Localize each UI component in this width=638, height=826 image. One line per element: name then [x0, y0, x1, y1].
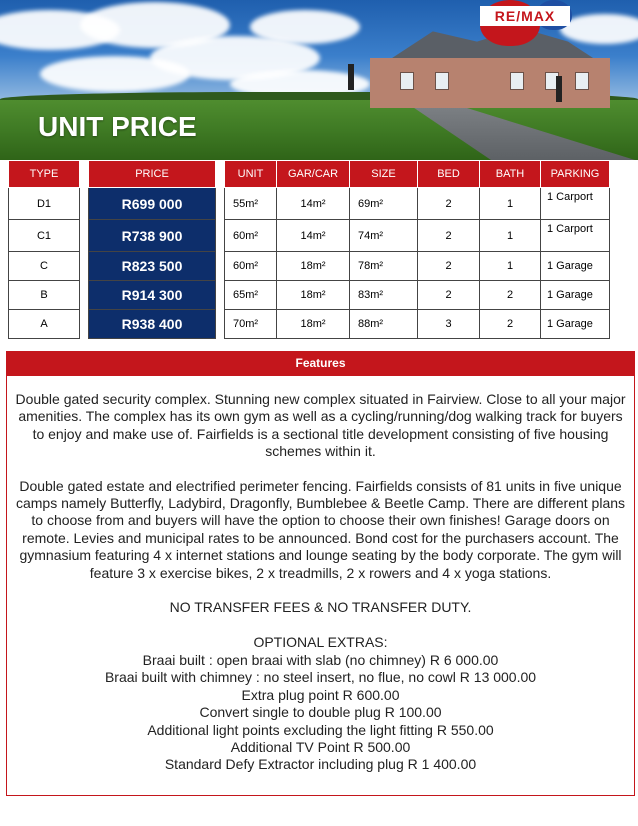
cell-price: R738 900	[89, 220, 216, 252]
cell-unit: 60m²	[225, 252, 277, 281]
unit-price-table	[8, 160, 610, 339]
page-title: UNIT PRICE	[38, 111, 197, 142]
cloud	[40, 56, 190, 92]
features-heading: Features	[7, 351, 634, 376]
extra-item: Convert single to double plug R 100.00	[199, 704, 442, 721]
col-header-size: SIZE	[350, 161, 418, 188]
cell-garcar: 14m²	[277, 188, 350, 220]
lamp-post	[556, 76, 562, 102]
cell-parking: 1 Carport	[541, 220, 610, 252]
col-header-type: TYPE	[9, 161, 80, 188]
lamp-post	[348, 64, 354, 90]
cell-type: B	[9, 281, 80, 310]
extras-title: OPTIONAL EXTRAS:	[253, 634, 388, 651]
table-row	[9, 220, 610, 252]
cell-size: 88m²	[350, 310, 418, 339]
table-row	[9, 310, 610, 339]
hero-banner	[0, 0, 638, 160]
cell-unit: 55m²	[225, 188, 277, 220]
extra-item: Additional light points excluding the light fitting R 550.00	[147, 721, 494, 738]
cell-unit: 65m²	[225, 281, 277, 310]
extra-item: Braai built with chimney : no steel insert, no flue, no cowl R 13 000.00	[104, 669, 537, 686]
cell-price: R823 500	[89, 252, 216, 281]
cell-price: R914 300	[89, 281, 216, 310]
cell-size: 83m²	[350, 281, 418, 310]
cell-parking: 1 Carport	[541, 188, 610, 220]
features-paragraph: Double gated security complex. Stunning new complex situated in Fairview. Close to all your major amenities. The complex has its own gym as well as a cycling/running/dog walking track for buyers to enjoy and make use of. Fairfields is a sectional title development consisting of five housing schemes within it.	[15, 391, 626, 460]
extra-item: Standard Defy Extractor including plug R 1 400.00	[164, 756, 477, 773]
features-section	[6, 351, 635, 796]
cell-bed: 2	[418, 220, 480, 252]
cell-size: 78m²	[350, 252, 418, 281]
cell-unit: 60m²	[225, 220, 277, 252]
cell-size: 69m²	[350, 188, 418, 220]
table-header-row	[9, 161, 610, 188]
col-header-bath: BATH	[480, 161, 541, 188]
extra-item: Braai built : open braai with slab (no chimney) R 6 000.00	[142, 651, 499, 668]
cell-garcar: 18m²	[277, 252, 350, 281]
col-header-bed: BED	[418, 161, 480, 188]
cell-bath: 2	[480, 281, 541, 310]
cell-bath: 1	[480, 220, 541, 252]
cell-type: D1	[9, 188, 80, 220]
features-body	[7, 391, 634, 774]
cell-garcar: 18m²	[277, 281, 350, 310]
cell-type: C1	[9, 220, 80, 252]
cloud	[250, 10, 360, 44]
cell-price: R699 000	[89, 188, 216, 220]
cell-price: R938 400	[89, 310, 216, 339]
remax-logo: RE/MAX	[480, 6, 570, 26]
cell-parking: 1 Garage	[541, 310, 610, 339]
table-row	[9, 252, 610, 281]
col-header-unit: UNIT	[225, 161, 277, 188]
extra-item: Extra plug point R 600.00	[241, 686, 400, 703]
cell-bath: 1	[480, 252, 541, 281]
cell-size: 74m²	[350, 220, 418, 252]
cell-parking: 1 Garage	[541, 281, 610, 310]
cell-type: A	[9, 310, 80, 339]
cell-bed: 3	[418, 310, 480, 339]
col-header-garcar: GAR/CAR	[277, 161, 350, 188]
cell-garcar: 18m²	[277, 310, 350, 339]
cell-garcar: 14m²	[277, 220, 350, 252]
col-header-price: PRICE	[89, 161, 216, 188]
col-header-parking: PARKING	[541, 161, 610, 188]
notice-text: NO TRANSFER FEES & NO TRANSFER DUTY.	[169, 599, 472, 616]
table-row	[9, 281, 610, 310]
cell-type: C	[9, 252, 80, 281]
cell-bed: 2	[418, 252, 480, 281]
cell-bed: 2	[418, 281, 480, 310]
table-row	[9, 188, 610, 220]
cell-bath: 2	[480, 310, 541, 339]
features-paragraph: Double gated estate and electrified perimeter fencing. Fairfields consists of 81 units in five unique camps namely Butterfly, Ladybird, Dragonfly, Bumblebee & Beetle Camp. There are different plans to choose from and buyers will have the option to choose their own finishes! Garage doors on remote. Levies and municipal rates to be announced. Bond cost for the purchasers account. The gymnasium featuring 4 x internet stations and lounge seating by the body corporate. The gym will feature 3 x exercise bikes, 2 x treadmills, 2 x rowers and 4 x yoga stations.	[15, 477, 626, 581]
cell-parking: 1 Garage	[541, 252, 610, 281]
cell-bath: 1	[480, 188, 541, 220]
extra-item: Additional TV Point R 500.00	[230, 738, 411, 755]
cell-bed: 2	[418, 188, 480, 220]
cell-unit: 70m²	[225, 310, 277, 339]
